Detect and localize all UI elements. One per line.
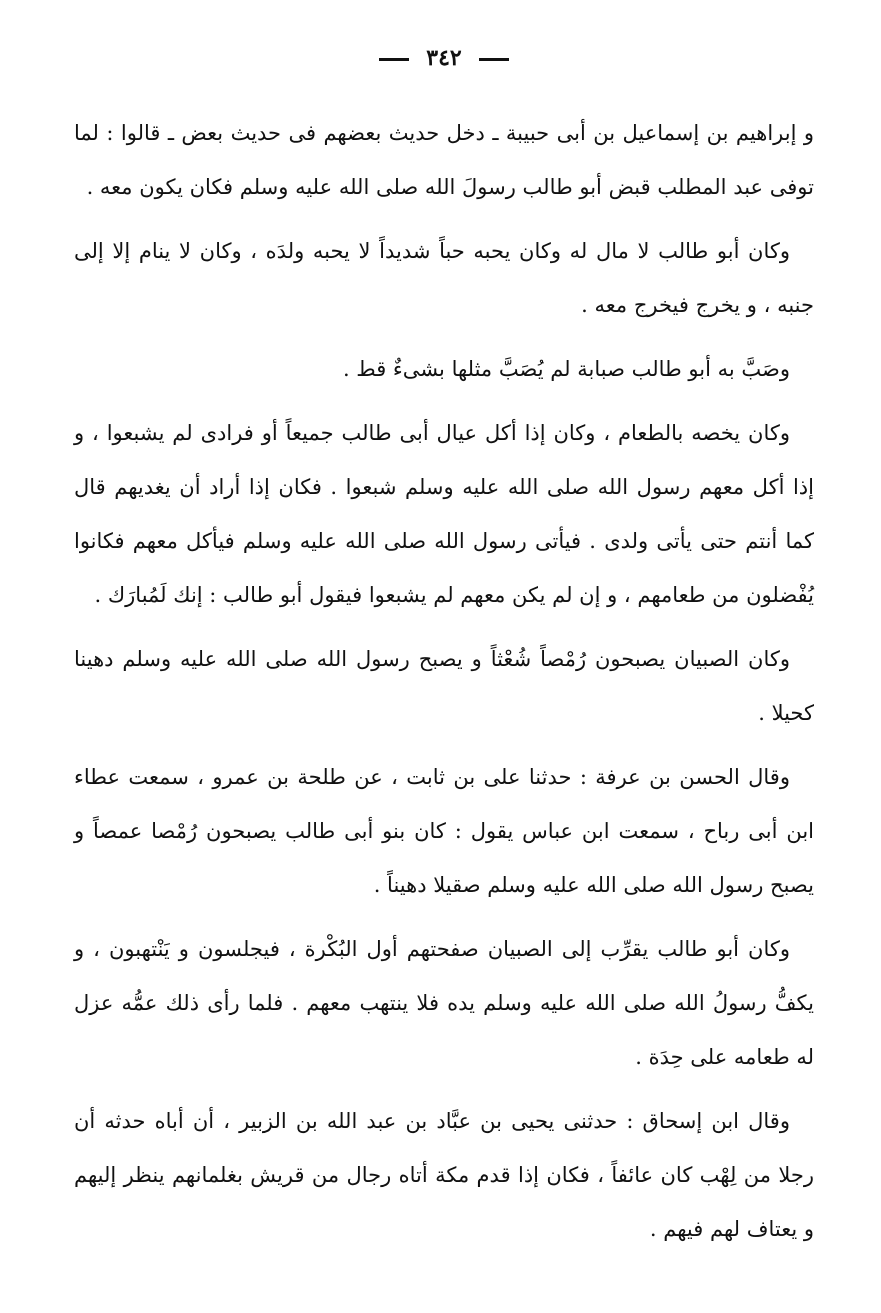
paragraph-1: و إبراهيم بن إسماعيل بن أبى حبيبة ـ دخل حديث بعضهم فى حديث بعض ـ قالوا : لما توفى عبد المطلب قبض أبو طالب رسولَ الله صلى الله عليه وسلم فكان يكون معه . [74, 121, 814, 199]
header-dash-right [479, 58, 509, 61]
paragraph-6: وقال الحسن بن عرفة : حدثنا على بن ثابت ، عن طلحة بن عمرو ، سمعت عطاء ابن أبى رباح ، سمعت ابن عباس يقول : كان بنو أبى طالب يصبحون رُمْصا عمصاً و يصبح رسول الله صلى الله عليه وسلم صقيلا دهيناً . [74, 765, 814, 897]
paragraph-5: وكان الصبيان يصبحون رُمْصاً شُعْثاً و يصبح رسول الله صلى الله عليه وسلم دهينا كحيلا . [74, 647, 814, 725]
paragraph-4: وكان يخصه بالطعام ، وكان إذا أكل عيال أبى طالب جميعاً أو فرادى لم يشبعوا ، و إذا أكل معهم رسول الله صلى الله عليه وسلم شبعوا . فكان إذا أراد أن يغديهم قال كما أنتم حتى يأتى ولدى . فيأتى رسول الله صلى الله عليه وسلم فيأكل معهم فكانوا يُفْضلون من طعامهم ، و إن لم يكن معهم لم يشبعوا فيقول أبو طالب : إنك لَمُبارَك . [74, 421, 814, 607]
book-page [74, 38, 814, 1266]
paragraph-7: وكان أبو طالب يقرِّب إلى الصبيان صفحتهم أول البُكْرة ، فيجلسون و يَنْتهبون ، و يكفُّ رسولُ الله صلى الله عليه وسلم يده فلا ينتهب معهم . فلما رأى ذلك عمُّه عزل له طعامه على حِدَة . [74, 937, 814, 1069]
paragraph-8: وقال ابن إسحاق : حدثنى يحيى بن عبَّاد بن عبد الله بن الزبير ، أن أباه حدثه أن رجلا من لِهْب كان عائفاً ، فكان إذا قدم مكة أتاه رجال من قريش بغلمانهم ينظر إليهم و يعتاف لهم فيهم . [74, 1109, 814, 1241]
page-header [74, 38, 814, 78]
header-dash-left [379, 58, 409, 61]
page-number: ٣٤٢ [426, 45, 462, 71]
paragraph-2: وكان أبو طالب لا مال له وكان يحبه حباً شديداً لا يحبه ولدَه ، وكان لا ينام إلا إلى جنبه ، و يخرج فيخرج معه . [74, 239, 814, 317]
paragraph-3: وصَبَّ به أبو طالب صبابة لم يُصَبَّ مثلها بشىءٌ قط . [342, 357, 790, 381]
